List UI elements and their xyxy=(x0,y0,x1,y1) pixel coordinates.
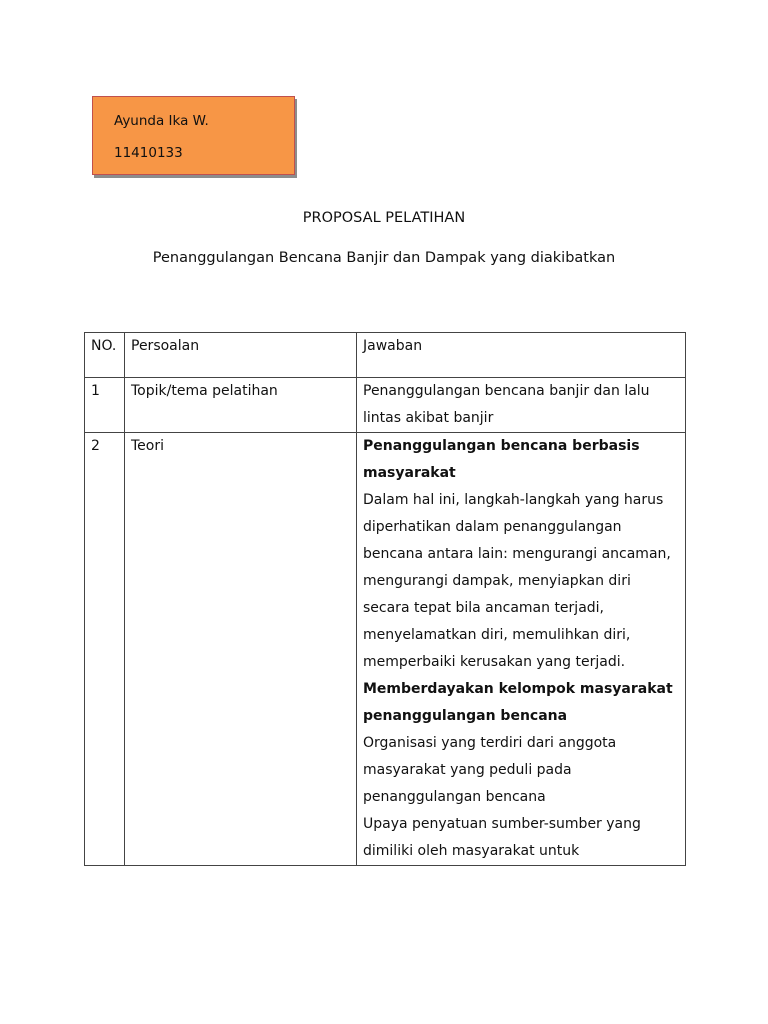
answer-heading: Memberdayakan kelompok masyarakat penanggulangan bencana xyxy=(363,681,673,724)
header-no: NO. xyxy=(85,333,125,378)
proposal-table xyxy=(84,332,686,866)
answer-text: Organisasi yang terdiri dari anggota masyarakat yang peduli pada penanggulangan bencana xyxy=(363,735,617,805)
author-id: 11410133 xyxy=(114,145,183,161)
row-answer: Penanggulangan bencana banjir dan lalu lintas akibat banjir xyxy=(357,378,686,433)
document-subtitle: Penanggulangan Bencana Banjir dan Dampak yang diakibatkan xyxy=(152,250,616,266)
header-question: Persoalan xyxy=(125,333,357,378)
document-title: PROPOSAL PELATIHAN xyxy=(302,210,466,226)
header-answer: Jawaban xyxy=(357,333,686,378)
answer-text: Upaya penyatuan sumber-sumber yang dimiliki oleh masyarakat untuk xyxy=(363,816,641,859)
author-name: Ayunda Ika W. xyxy=(114,113,209,129)
table-row xyxy=(85,433,686,866)
row-number: 1 xyxy=(85,378,125,433)
author-box xyxy=(92,96,295,175)
table-header-row xyxy=(85,333,686,378)
row-question: Topik/tema pelatihan xyxy=(125,378,357,433)
row-question: Teori xyxy=(125,433,357,866)
row-number: 2 xyxy=(85,433,125,866)
answer-heading: Penanggulangan bencana berbasis masyarakat xyxy=(363,438,640,481)
table-row xyxy=(85,378,686,433)
row-answer xyxy=(357,433,686,866)
answer-text: Dalam hal ini, langkah-langkah yang harus diperhatikan dalam penanggulangan bencana antara lain: mengurangi ancaman, mengurangi dampak, menyiapkan diri secara tepat bila ancaman terjadi, menyelamatkan diri, memulihkan diri, memperbaiki kerusakan yang terjadi. xyxy=(363,492,671,670)
